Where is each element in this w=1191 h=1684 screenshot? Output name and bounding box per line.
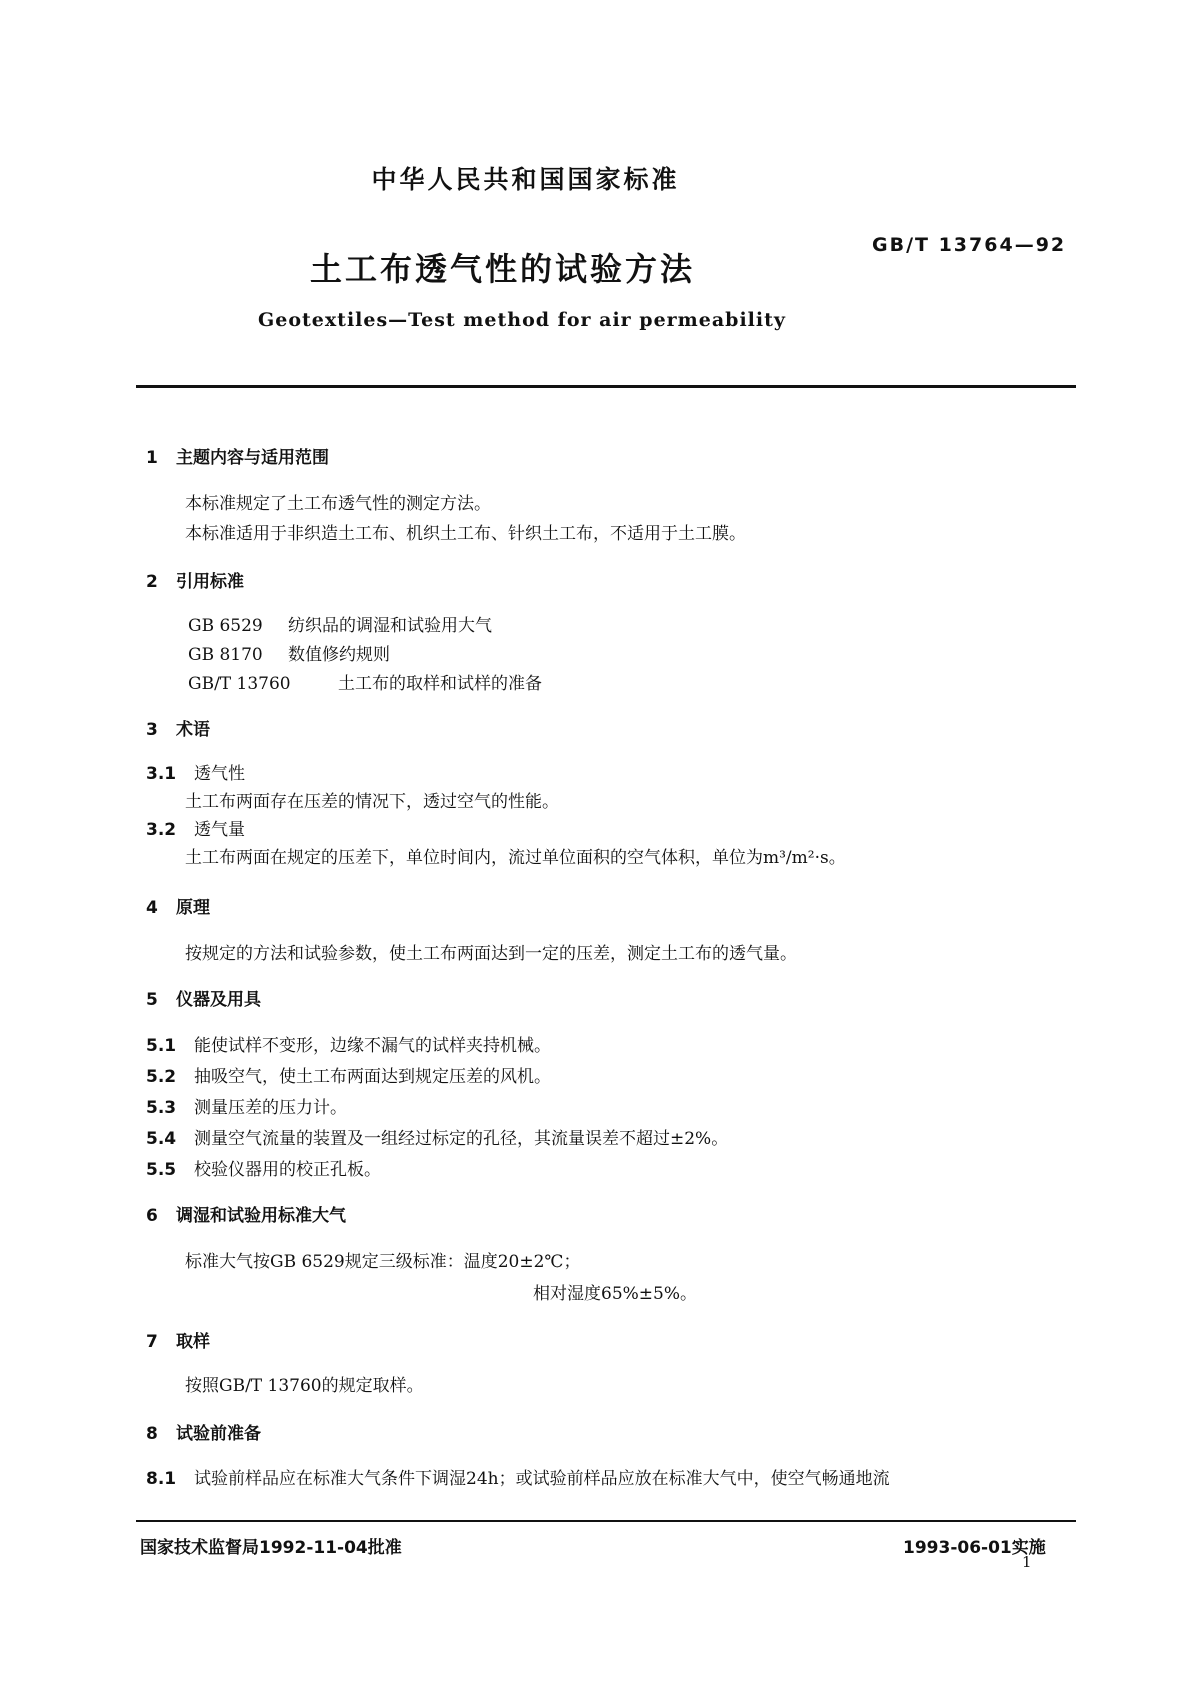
section-8-heading — [146, 1419, 261, 1444]
section-6-heading — [146, 1201, 346, 1226]
header-divider — [136, 385, 1076, 388]
reference-item — [188, 669, 542, 694]
equipment-item — [146, 1062, 551, 1087]
section-3-heading — [146, 715, 210, 740]
section-number: 1 — [146, 448, 158, 468]
section-title: 仪器及用具 — [176, 990, 261, 1010]
section-title: 试验前准备 — [176, 1424, 261, 1444]
section-1-paragraph-2: 本标准适用于非织造土工布、机织土工布、针织土工布，不适用于土工膜。 — [185, 524, 746, 544]
subsection-title: 透气量 — [194, 820, 245, 840]
effective-date: 1993-06-01实施 — [903, 1538, 1046, 1558]
subsection-3-1-heading — [146, 759, 245, 784]
section-5-heading — [146, 985, 261, 1010]
equipment-item — [146, 1124, 728, 1149]
section-number: 8 — [146, 1424, 158, 1444]
section-2-heading — [146, 567, 244, 592]
section-1-paragraph-1: 本标准规定了土工布透气性的测定方法。 — [185, 494, 491, 514]
section-7-text: 按照GB/T 13760的规定取样。 — [185, 1376, 424, 1396]
section-title: 主题内容与适用范围 — [176, 448, 329, 468]
item-text: 测量压差的压力计。 — [194, 1098, 347, 1118]
section-title: 术语 — [176, 720, 210, 740]
reference-code: GB 8170 — [188, 645, 263, 665]
item-text: 校验仪器用的校正孔板。 — [194, 1160, 381, 1180]
item-number: 5.2 — [146, 1067, 177, 1087]
standard-number: GB/T 13764—92 — [872, 234, 1067, 256]
equipment-item — [146, 1031, 551, 1056]
approval-line: 国家技术监督局1992-11-04批准 — [140, 1538, 402, 1558]
section-number: 5 — [146, 990, 158, 1010]
national-standard-heading: 中华人民共和国国家标准 — [371, 165, 680, 194]
subsection-number: 8.1 — [146, 1469, 177, 1489]
section-number: 6 — [146, 1206, 158, 1226]
section-4-heading — [146, 893, 210, 918]
section-title: 调湿和试验用标准大气 — [176, 1206, 346, 1226]
item-number: 5.4 — [146, 1129, 177, 1149]
section-4-text: 按规定的方法和试验参数，使土工布两面达到一定的压差，测定土工布的透气量。 — [185, 944, 797, 964]
subsection-number: 3.2 — [146, 820, 177, 840]
reference-name: 数值修约规则 — [288, 645, 390, 665]
reference-item — [188, 611, 492, 636]
section-title: 取样 — [176, 1332, 210, 1352]
reference-code: GB/T 13760 — [188, 674, 291, 694]
equipment-item — [146, 1155, 381, 1180]
footer-divider — [136, 1520, 1076, 1522]
subsection-8-1 — [146, 1464, 890, 1489]
section-number: 4 — [146, 898, 158, 918]
document-title-en: Geotextiles—Test method for air permeability — [258, 309, 786, 331]
reference-name: 土工布的取样和试样的准备 — [338, 674, 542, 694]
reference-code: GB 6529 — [188, 616, 263, 636]
reference-item — [188, 640, 390, 665]
subsection-title: 透气性 — [194, 764, 245, 784]
item-number: 5.3 — [146, 1098, 177, 1118]
section-title: 原理 — [176, 898, 210, 918]
section-1-heading — [146, 443, 329, 468]
subsection-number: 3.1 — [146, 764, 177, 784]
section-6-line-2: 相对湿度65%±5%。 — [533, 1284, 697, 1304]
item-text: 测量空气流量的装置及一组经过标定的孔径，其流量误差不超过±2%。 — [194, 1129, 729, 1149]
section-number: 3 — [146, 720, 158, 740]
item-number: 5.1 — [146, 1036, 177, 1056]
item-text: 抽吸空气，使土工布两面达到规定压差的风机。 — [194, 1067, 551, 1087]
document-title-cn: 土工布透气性的试验方法 — [310, 250, 696, 288]
subsection-3-1-text: 土工布两面存在压差的情况下，透过空气的性能。 — [185, 792, 559, 812]
page-number: 1 — [1022, 1553, 1032, 1571]
section-number: 7 — [146, 1332, 158, 1352]
section-title: 引用标准 — [176, 572, 244, 592]
item-text: 能使试样不变形，边缘不漏气的试样夹持机械。 — [194, 1036, 551, 1056]
subsection-3-2-heading — [146, 815, 245, 840]
item-number: 5.5 — [146, 1160, 177, 1180]
section-7-heading — [146, 1327, 210, 1352]
subsection-text: 试验前样品应在标准大气条件下调湿24h；或试验前样品应放在标准大气中，使空气畅通地流 — [194, 1469, 890, 1489]
equipment-item — [146, 1093, 347, 1118]
reference-name: 纺织品的调湿和试验用大气 — [288, 616, 492, 636]
section-6-line-1: 标准大气按GB 6529规定三级标准：温度20±2℃； — [185, 1252, 581, 1272]
section-number: 2 — [146, 572, 158, 592]
subsection-3-2-text: 土工布两面在规定的压差下，单位时间内，流过单位面积的空气体积，单位为m³/m²·s。 — [185, 848, 846, 868]
